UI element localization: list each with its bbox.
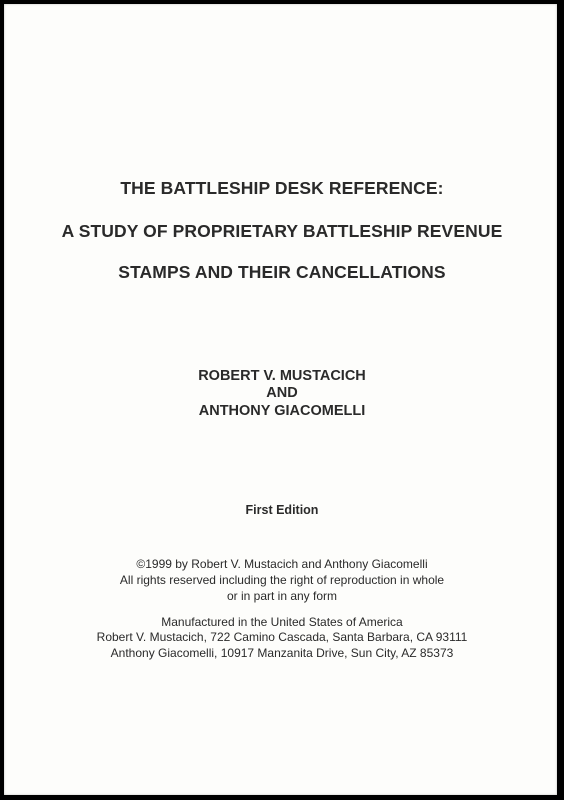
copyright-line-3: or in part in any form bbox=[226, 589, 338, 603]
manufacture-line-2: Robert V. Mustacich, 722 Camino Cascada, Santa Barbara, CA 93111 bbox=[96, 630, 468, 644]
title-line-1: THE BATTLESHIP DESK REFERENCE: bbox=[120, 178, 444, 198]
manufacture-line-3: Anthony Giacomelli, 10917 Manzanita Drive, Sun City, AZ 85373 bbox=[110, 646, 454, 660]
author-conjunction: AND bbox=[266, 385, 298, 401]
title-line-2: A STUDY OF PROPRIETARY BATTLESHIP REVENUE bbox=[61, 221, 503, 241]
copyright-line-2: All rights reserved including the right of reproduction in whole bbox=[119, 573, 445, 587]
copyright-line-1: ©1999 by Robert V. Mustacich and Anthony Giacomelli bbox=[136, 557, 428, 571]
manufacture-line-1: Manufactured in the United States of America bbox=[161, 615, 403, 629]
author-1: ROBERT V. MUSTACICH bbox=[198, 368, 366, 384]
edition-label: First Edition bbox=[245, 503, 319, 517]
author-2: ANTHONY GIACOMELLI bbox=[198, 403, 366, 419]
title-line-3: STAMPS AND THEIR CANCELLATIONS bbox=[118, 262, 446, 282]
